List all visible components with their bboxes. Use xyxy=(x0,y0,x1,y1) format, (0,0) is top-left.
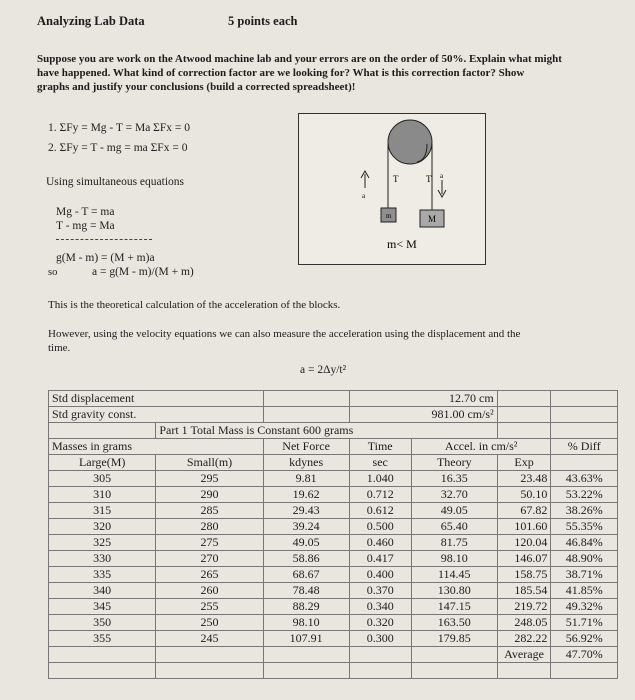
pulley-wheel xyxy=(388,120,432,164)
table-cell: 310 xyxy=(49,487,156,503)
combined-equation: g(M - m) = (M + m)a xyxy=(56,252,155,264)
table-cell: 56.92% xyxy=(551,631,618,647)
table-cell: 285 xyxy=(156,503,263,519)
table-cell: 130.80 xyxy=(411,583,497,599)
table-cell: 270 xyxy=(156,551,263,567)
table-cell: 29.43 xyxy=(263,503,349,519)
average-row xyxy=(49,647,618,663)
kdynes-header: kdynes xyxy=(263,455,349,471)
tension-label-right: T xyxy=(426,174,432,184)
simultaneous-eq-2: T - mg = Ma xyxy=(56,220,115,232)
prompt-line-3: graphs and justify your conclusions (build a corrected spreadsheet)! xyxy=(37,81,356,93)
large-mass-header: Large(M) xyxy=(49,455,156,471)
table-cell: 282.22 xyxy=(497,631,551,647)
table-cell: 265 xyxy=(156,567,263,583)
table-cell: 305 xyxy=(49,471,156,487)
simultaneous-eq-1: Mg - T = ma xyxy=(56,206,115,218)
std-gravity-number: 981.00 xyxy=(431,407,465,421)
std-gravity-unit: cm/s² xyxy=(467,407,494,421)
table-cell: 98.10 xyxy=(411,551,497,567)
table-cell: 0.300 xyxy=(349,631,411,647)
sum-divider xyxy=(56,239,152,240)
so-label: so xyxy=(48,267,58,278)
std-gravity-value xyxy=(349,407,497,423)
table-cell: 50.10 xyxy=(497,487,551,503)
table-cell: 51.71% xyxy=(551,615,618,631)
table-row xyxy=(49,551,618,567)
accel-label-right: a xyxy=(440,172,444,180)
document-title: Analyzing Lab Data xyxy=(37,14,145,28)
equation-1: 1. ΣFy = Mg - T = Ma ΣFx = 0 xyxy=(48,122,191,134)
table-cell: 219.72 xyxy=(497,599,551,615)
table-cell: 0.417 xyxy=(349,551,411,567)
table-row xyxy=(49,567,618,583)
table-cell: 248.05 xyxy=(497,615,551,631)
prompt-paragraph xyxy=(37,52,622,94)
table-cell: 38.26% xyxy=(551,503,618,519)
table-cell: 280 xyxy=(156,519,263,535)
part-title: Part 1 Total Mass is Constant 600 grams xyxy=(156,423,497,439)
table-cell: 53.22% xyxy=(551,487,618,503)
table-cell: 78.48 xyxy=(263,583,349,599)
atwood-diagram xyxy=(298,113,486,265)
table-cell: 48.90% xyxy=(551,551,618,567)
accel-header: Accel. in cm/s² xyxy=(411,439,551,455)
prompt-line-2: have happened. What kind of correction factor are we looking for? What is this correction factor? Show xyxy=(37,67,525,79)
table-row xyxy=(49,519,618,535)
table-cell: 23.48 xyxy=(497,471,551,487)
table-cell: 320 xyxy=(49,519,156,535)
table-cell: 19.62 xyxy=(263,487,349,503)
table-cell: 41.85% xyxy=(551,583,618,599)
header-row-1 xyxy=(49,439,618,455)
large-mass-label: M xyxy=(428,214,437,224)
theory-header: Theory xyxy=(411,455,497,471)
std-gravity-row xyxy=(49,407,618,423)
accel-label-left: a xyxy=(362,192,366,200)
tension-label-left: T xyxy=(393,174,399,184)
table-cell: 355 xyxy=(49,631,156,647)
table-cell: 295 xyxy=(156,471,263,487)
average-label: Average xyxy=(497,647,551,663)
table-cell: 0.340 xyxy=(349,599,411,615)
table-cell: 101.60 xyxy=(497,519,551,535)
table-cell: 260 xyxy=(156,583,263,599)
table-cell: 49.05 xyxy=(263,535,349,551)
std-gravity-label: Std gravity const. xyxy=(49,407,264,423)
table-cell: 0.400 xyxy=(349,567,411,583)
std-displacement-unit: cm xyxy=(479,391,494,405)
however-line-2: time. xyxy=(48,342,71,354)
mass-relation: m< M xyxy=(387,237,417,251)
table-cell: 146.07 xyxy=(497,551,551,567)
table-cell: 58.86 xyxy=(263,551,349,567)
sec-header: sec xyxy=(349,455,411,471)
table-cell: 185.54 xyxy=(497,583,551,599)
theoretical-note: This is the theoretical calculation of the acceleration of the blocks. xyxy=(48,299,341,311)
table-cell: 0.370 xyxy=(349,583,411,599)
acceleration-equation: a = g(M - m)/(M + m) xyxy=(92,266,194,278)
table-cell: 49.05 xyxy=(411,503,497,519)
table-cell: 0.320 xyxy=(349,615,411,631)
std-displacement-label: Std displacement xyxy=(49,391,264,407)
table-cell: 107.91 xyxy=(263,631,349,647)
std-displacement-row xyxy=(49,391,618,407)
table-cell: 67.82 xyxy=(497,503,551,519)
table-cell: 39.24 xyxy=(263,519,349,535)
table-cell: 0.460 xyxy=(349,535,411,551)
diff-header: % Diff xyxy=(551,439,618,455)
table-cell: 350 xyxy=(49,615,156,631)
displacement-formula: a = 2Δy/t² xyxy=(300,364,347,376)
table-row xyxy=(49,487,618,503)
prompt-line-1: Suppose you are work on the Atwood machine lab and your errors are on the order of 50%. Explain what might xyxy=(37,53,562,65)
equation-2: 2. ΣFy = T - mg = ma ΣFx = 0 xyxy=(48,142,188,154)
points-label: 5 points each xyxy=(228,14,298,28)
time-header: Time xyxy=(349,439,411,455)
table-cell: 1.040 xyxy=(349,471,411,487)
however-paragraph xyxy=(48,327,618,355)
table-cell: 9.81 xyxy=(263,471,349,487)
table-cell: 49.32% xyxy=(551,599,618,615)
table-cell: 43.63% xyxy=(551,471,618,487)
table-cell: 68.67 xyxy=(263,567,349,583)
table-cell: 163.50 xyxy=(411,615,497,631)
table-cell: 275 xyxy=(156,535,263,551)
small-mass-header: Small(m) xyxy=(156,455,263,471)
blank-row xyxy=(49,663,618,679)
table-row xyxy=(49,503,618,519)
table-row xyxy=(49,535,618,551)
table-cell: 325 xyxy=(49,535,156,551)
table-cell: 345 xyxy=(49,599,156,615)
table-cell: 147.15 xyxy=(411,599,497,615)
table-cell: 32.70 xyxy=(411,487,497,503)
masses-header: Masses in grams xyxy=(49,439,264,455)
table-cell: 330 xyxy=(49,551,156,567)
table-cell: 81.75 xyxy=(411,535,497,551)
table-cell: 38.71% xyxy=(551,567,618,583)
table-cell: 114.45 xyxy=(411,567,497,583)
table-cell: 16.35 xyxy=(411,471,497,487)
table-row xyxy=(49,615,618,631)
table-row xyxy=(49,471,618,487)
std-displacement-value xyxy=(349,391,497,407)
table-cell: 55.35% xyxy=(551,519,618,535)
table-row xyxy=(49,583,618,599)
exp-header: Exp xyxy=(497,455,551,471)
std-displacement-number: 12.70 xyxy=(449,391,477,405)
table-cell: 335 xyxy=(49,567,156,583)
table-cell: 98.10 xyxy=(263,615,349,631)
table-cell: 0.500 xyxy=(349,519,411,535)
table-cell: 65.40 xyxy=(411,519,497,535)
average-value: 47.70% xyxy=(551,647,618,663)
table-row xyxy=(49,599,618,615)
table-cell: 245 xyxy=(156,631,263,647)
net-force-header: Net Force xyxy=(263,439,349,455)
part-title-row xyxy=(49,423,618,439)
table-cell: 158.75 xyxy=(497,567,551,583)
table-cell: 88.29 xyxy=(263,599,349,615)
table-cell: 290 xyxy=(156,487,263,503)
table-cell: 250 xyxy=(156,615,263,631)
table-cell: 120.04 xyxy=(497,535,551,551)
table-cell: 46.84% xyxy=(551,535,618,551)
small-mass-label: m xyxy=(386,212,392,220)
table-cell: 340 xyxy=(49,583,156,599)
table-cell: 255 xyxy=(156,599,263,615)
simultaneous-label: Using simultaneous equations xyxy=(46,176,184,188)
table-cell: 315 xyxy=(49,503,156,519)
header-row-2 xyxy=(49,455,618,471)
atwood-machine-drawing xyxy=(299,114,485,264)
table-row xyxy=(49,631,618,647)
table-cell: 179.85 xyxy=(411,631,497,647)
lab-data-spreadsheet xyxy=(48,390,618,679)
table-cell: 0.712 xyxy=(349,487,411,503)
data-rows xyxy=(49,471,618,647)
table-cell: 0.612 xyxy=(349,503,411,519)
however-line-1: However, using the velocity equations we can also measure the acceleration using the displacement and the xyxy=(48,328,521,340)
